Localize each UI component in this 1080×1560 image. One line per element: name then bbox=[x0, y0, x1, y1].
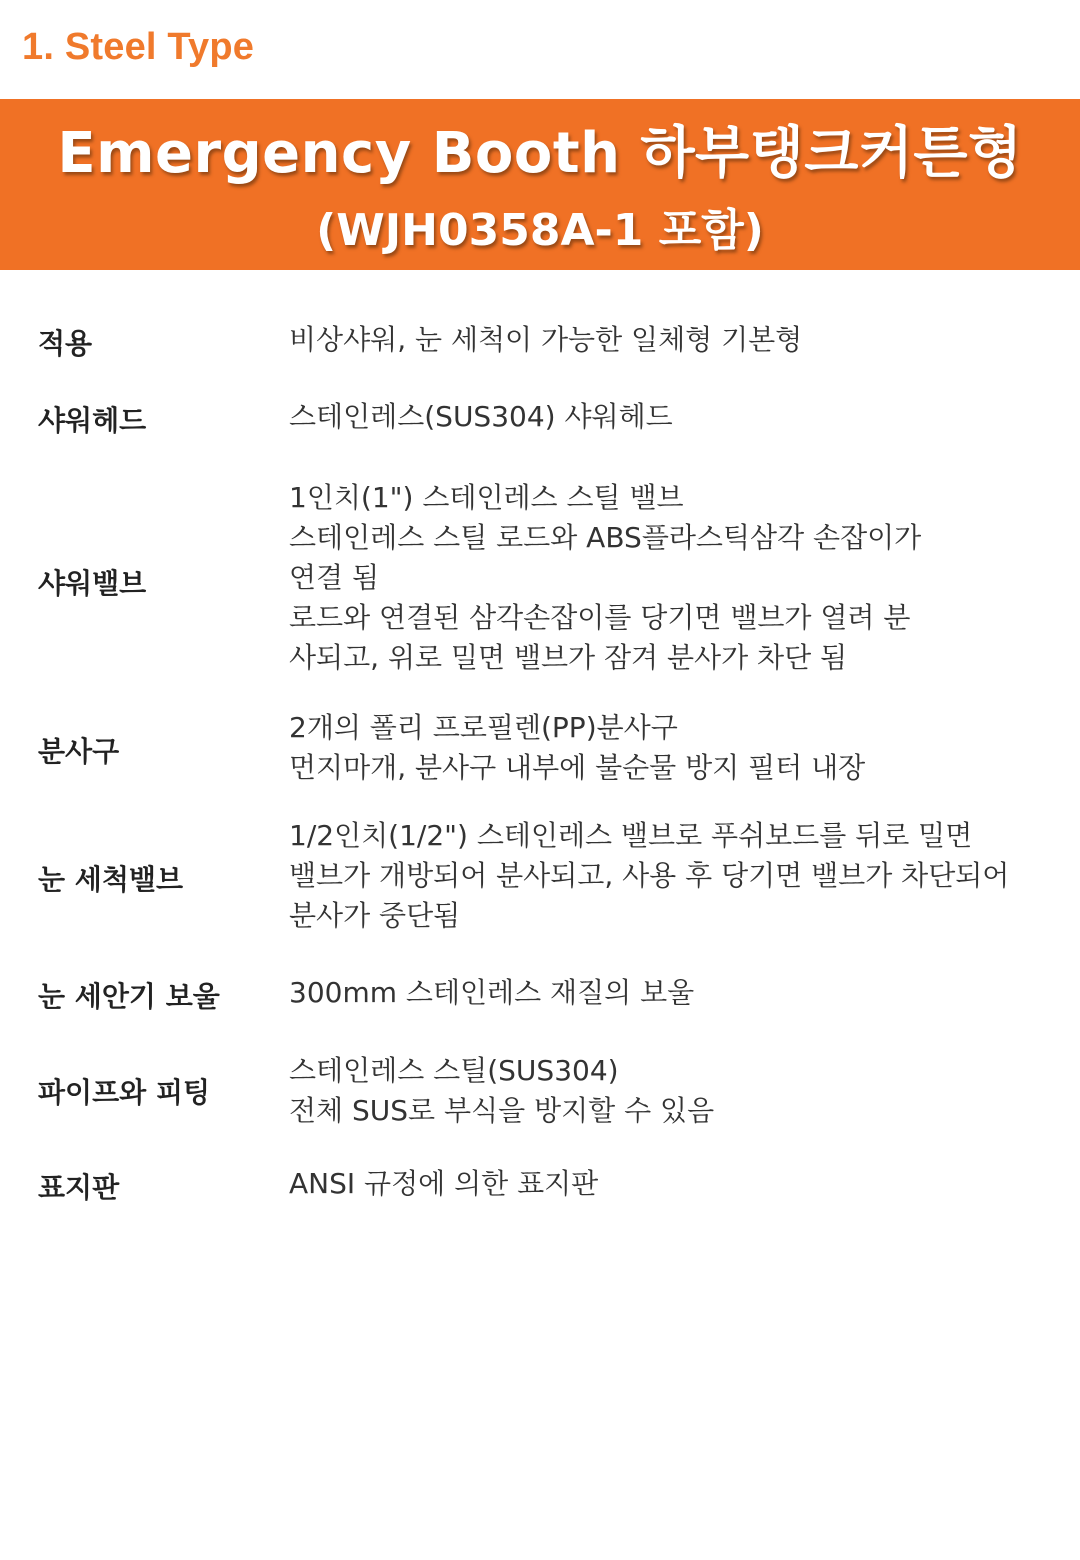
spec-line: 분사가 중단됨 bbox=[289, 899, 461, 932]
spec-label: 샤워밸브 bbox=[38, 567, 147, 600]
spec-line: 비상샤워, 눈 세척이 가능한 일체형 기본형 bbox=[289, 323, 803, 356]
spec-label: 분사구 bbox=[38, 735, 120, 768]
banner-subtitle: (WJH0358A-1 포함) bbox=[316, 205, 764, 256]
spec-label: 눈 세척밸브 bbox=[38, 863, 183, 896]
spec-label: 샤워헤드 bbox=[38, 404, 147, 437]
spec-values bbox=[289, 973, 1049, 1013]
spec-line: 전체 SUS로 부식을 방지할 수 있음 bbox=[289, 1094, 715, 1127]
spec-values bbox=[289, 816, 1049, 936]
spec-label: 파이프와 피팅 bbox=[38, 1076, 211, 1109]
spec-line: 먼지마개, 분사구 내부에 불순물 방지 필터 내장 bbox=[289, 751, 866, 784]
banner-title: Emergency Booth 하부탱크커튼형 bbox=[57, 121, 1023, 186]
spec-values bbox=[289, 320, 1049, 360]
spec-line: 스테인레스(SUS304) 샤워헤드 bbox=[289, 400, 673, 433]
spec-line: 밸브가 개방되어 분사되고, 사용 후 당기면 밸브가 차단되어 bbox=[289, 859, 1010, 892]
spec-values bbox=[289, 1051, 1049, 1131]
spec-line: ANSI 규정에 의한 표지판 bbox=[289, 1167, 599, 1200]
spec-line: 스테인레스 스틸(SUS304) bbox=[289, 1054, 619, 1087]
spec-values bbox=[289, 397, 1049, 437]
section-title: 1. Steel Type bbox=[22, 26, 255, 68]
spec-line: 연결 됨 bbox=[289, 561, 380, 594]
spec-label: 표지판 bbox=[38, 1171, 120, 1204]
spec-line: 2개의 폴리 프로필렌(PP)분사구 bbox=[289, 711, 678, 744]
spec-line: 사되고, 위로 밀면 밸브가 잠겨 분사가 차단 됨 bbox=[289, 641, 848, 674]
spec-line: 1인치(1") 스테인레스 스틸 밸브 bbox=[289, 481, 684, 514]
spec-values bbox=[289, 708, 1049, 788]
spec-line: 로드와 연결된 삼각손잡이를 당기면 밸브가 열려 분 bbox=[289, 601, 911, 634]
spec-values bbox=[289, 478, 1049, 678]
title-banner bbox=[0, 99, 1080, 270]
spec-line: 스테인레스 스틸 로드와 ABS플라스틱삼각 손잡이가 bbox=[289, 521, 922, 554]
spec-label: 눈 세안기 보울 bbox=[38, 980, 220, 1013]
spec-values bbox=[289, 1164, 1049, 1204]
spec-label: 적용 bbox=[38, 327, 93, 360]
spec-line: 300mm 스테인레스 재질의 보울 bbox=[289, 976, 695, 1009]
spec-line: 1/2인치(1/2") 스테인레스 밸브로 푸쉬보드를 뒤로 밀면 bbox=[289, 819, 973, 852]
